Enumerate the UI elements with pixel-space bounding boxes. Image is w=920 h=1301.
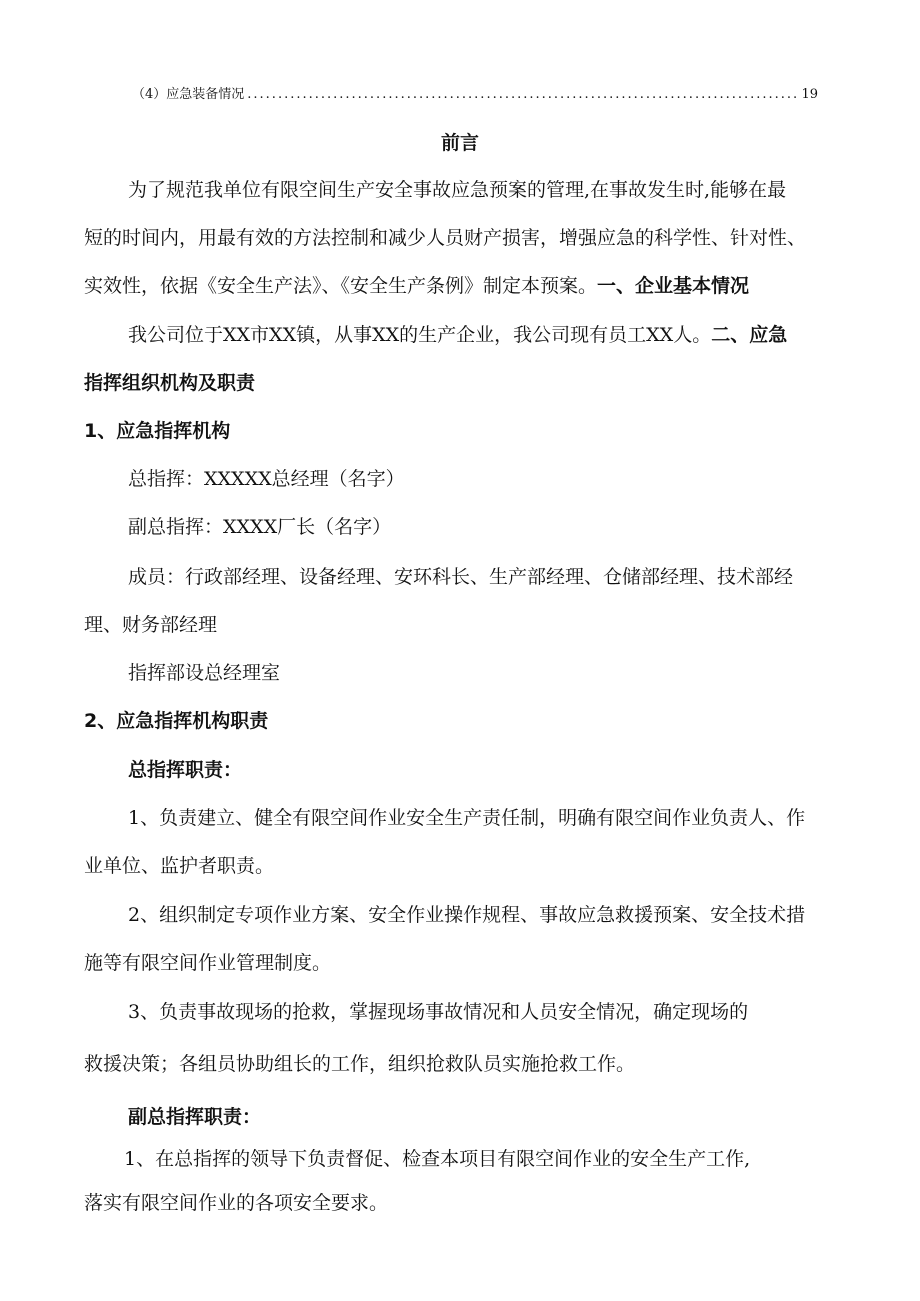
section-heading-2: 二、应急 bbox=[711, 324, 788, 346]
paragraph-line: 短的时间内，用最有效的方法控制和减少人员财产损害，增强应急的科学性、针对性、 bbox=[84, 227, 807, 249]
toc-entry-label: （4）应急装备情况 bbox=[132, 87, 245, 102]
subheading: 1、应急指挥机构 bbox=[84, 420, 231, 442]
subheading: 2、应急指挥机构职责 bbox=[84, 710, 269, 732]
page-title: 前言 bbox=[440, 132, 479, 154]
paragraph-line bbox=[128, 326, 787, 345]
paragraph-line: 落实有限空间作业的各项安全要求。 bbox=[84, 1192, 389, 1214]
paragraph-line: 1、负责建立、健全有限空间作业安全生产责任制，明确有限空间作业负责人、作 bbox=[128, 807, 806, 829]
role-heading: 副总指挥职责： bbox=[128, 1106, 262, 1128]
paragraph-line: 总指挥：XXXXX总经理（名字） bbox=[128, 468, 405, 490]
paragraph-text: 实效性，依据《安全生产法》、《安全生产条例》制定本预案。 bbox=[84, 275, 598, 297]
paragraph-line bbox=[84, 277, 749, 296]
paragraph-line: 理、财务部经理 bbox=[84, 614, 218, 636]
paragraph-line: 指挥部设总经理室 bbox=[128, 662, 281, 684]
paragraph-line: 救援决策；各组员协助组长的工作，组织抢救队员实施抢救工作。 bbox=[84, 1053, 636, 1075]
toc-entry bbox=[132, 88, 818, 101]
paragraph-line: 3、负责事故现场的抢救，掌握现场事故情况和人员安全情况，确定现场的 bbox=[128, 1001, 749, 1023]
section-heading-2-cont: 指挥组织机构及职责 bbox=[84, 372, 256, 394]
paragraph-line: 2、组织制定专项作业方案、安全作业操作规程、事故应急救援预案、安全技术措 bbox=[128, 904, 806, 926]
paragraph-line: 成员：行政部经理、设备经理、安环科长、生产部经理、仓储部经理、技术部经 bbox=[128, 566, 794, 588]
paragraph-line: 为了规范我单位有限空间生产安全事故应急预案的管理,在事故发生时,能够在最 bbox=[128, 179, 787, 201]
paragraph-text: 我公司位于XX市XX镇，从事XX的生产企业，我公司现有员工XX人。 bbox=[128, 324, 712, 346]
section-heading-1: 一、企业基本情况 bbox=[597, 275, 750, 297]
paragraph-line: 业单位、监护者职责。 bbox=[84, 855, 275, 877]
role-heading: 总指挥职责： bbox=[128, 759, 243, 781]
paragraph-line: 副总指挥：XXXX厂长（名字） bbox=[128, 516, 392, 538]
toc-leader-dots bbox=[247, 88, 798, 101]
paragraph-line: 1、在总指挥的领导下负责督促、检查本项目有限空间作业的安全生产工作, bbox=[124, 1148, 751, 1170]
paragraph-line: 施等有限空间作业管理制度。 bbox=[84, 952, 332, 974]
toc-page-number: 19 bbox=[801, 87, 818, 102]
